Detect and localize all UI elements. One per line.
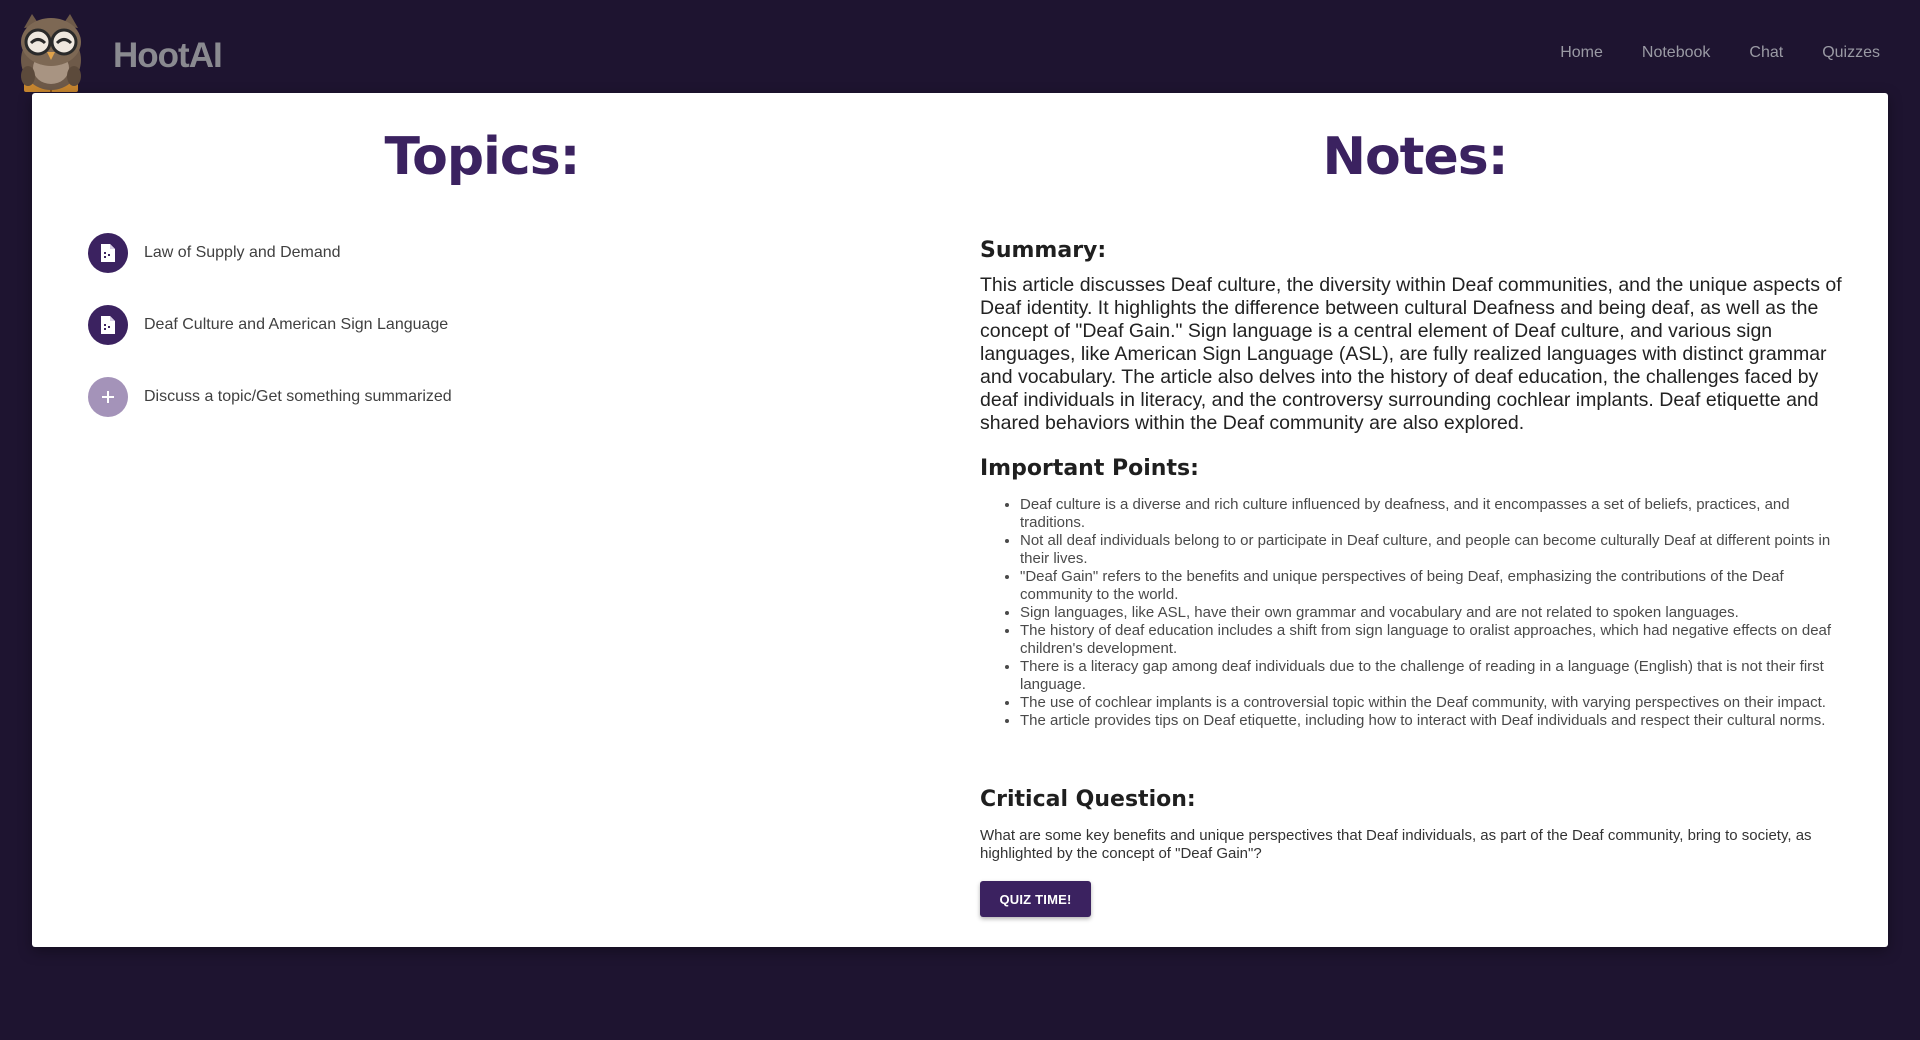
document-icon <box>88 233 128 273</box>
topic-label: Deaf Culture and American Sign Language <box>144 316 449 333</box>
list-item: • Not all deaf individuals belong to or participate in Deaf culture, and people can become culturally Deaf at different points in their lives. <box>1020 532 1850 568</box>
important-points-heading: Important Points: <box>980 456 1199 481</box>
notes-panel <box>980 93 1850 947</box>
topic-item-supply-demand[interactable] <box>88 233 452 273</box>
list-item: • Sign languages, like ASL, have their own grammar and vocabulary and are not related to spoken languages. <box>1020 604 1850 622</box>
list-item: • Deaf culture is a diverse and rich culture influenced by deafness, and it encompasses a set of beliefs, practices, and traditions. <box>1020 496 1850 532</box>
summary-heading: Summary: <box>980 238 1107 263</box>
topic-label: Law of Supply and Demand <box>144 244 341 261</box>
topic-item-new-discussion[interactable] <box>88 377 452 417</box>
topics-title: Topics: <box>384 127 580 187</box>
main-card <box>32 93 1888 947</box>
brand-name[interactable]: HootAI <box>113 36 222 75</box>
quiz-time-button[interactable]: QUIZ TIME! <box>980 881 1091 917</box>
app-header <box>0 0 1920 93</box>
important-points-list <box>1020 496 1850 730</box>
critical-question-heading: Critical Question: <box>980 787 1196 812</box>
summary-text: This article discusses Deaf culture, the diversity within Deaf communities, and the unique aspects of Deaf identity. It highlights the difference between cultural Deafness and being deaf, as well as the concept of "Deaf Gain." Sign language is a central element of Deaf culture, and various sign languages, like American Sign Language (ASL), are fully realized languages with distinct grammar and vocabulary. The article also delves into the history of deaf education, the challenges faced by deaf individuals in literacy, and the controversy surrounding cochlear implants. Deaf etiquette and shared behaviors within the Deaf community are also explored. <box>980 274 1842 434</box>
top-nav <box>1521 44 1880 62</box>
nav-chat[interactable]: Chat <box>1749 44 1784 61</box>
owl-logo-icon[interactable] <box>10 10 92 93</box>
nav-notebook[interactable]: Notebook <box>1641 44 1711 61</box>
nav-home[interactable]: Home <box>1560 44 1603 61</box>
plus-icon <box>88 377 128 417</box>
topic-label: Discuss a topic/Get something summarized <box>144 388 452 405</box>
list-item: • The article provides tips on Deaf etiquette, including how to interact with Deaf individuals and respect their cultural norms. <box>1020 712 1850 730</box>
list-item: • The use of cochlear implants is a controversial topic within the Deaf community, with varying perspectives on their impact. <box>1020 694 1850 712</box>
nav-quizzes[interactable]: Quizzes <box>1822 44 1880 61</box>
topics-panel <box>32 93 932 947</box>
list-item: • "Deaf Gain" refers to the benefits and unique perspectives of being Deaf, emphasizing the contributions of the Deaf community to the world. <box>1020 568 1850 604</box>
list-item: • The history of deaf education includes a shift from sign language to oralist approaches, which had negative effects on deaf children's development. <box>1020 622 1850 658</box>
topics-list <box>88 233 452 449</box>
critical-question-text: What are some key benefits and unique perspectives that Deaf individuals, as part of the Deaf community, bring to society, as highlighted by the concept of "Deaf Gain"? <box>980 827 1812 862</box>
notes-title: Notes: <box>1322 127 1508 187</box>
document-icon <box>88 305 128 345</box>
topic-item-deaf-culture[interactable] <box>88 305 452 345</box>
list-item: • There is a literacy gap among deaf individuals due to the challenge of reading in a language (English) that is not their first language. <box>1020 658 1850 694</box>
